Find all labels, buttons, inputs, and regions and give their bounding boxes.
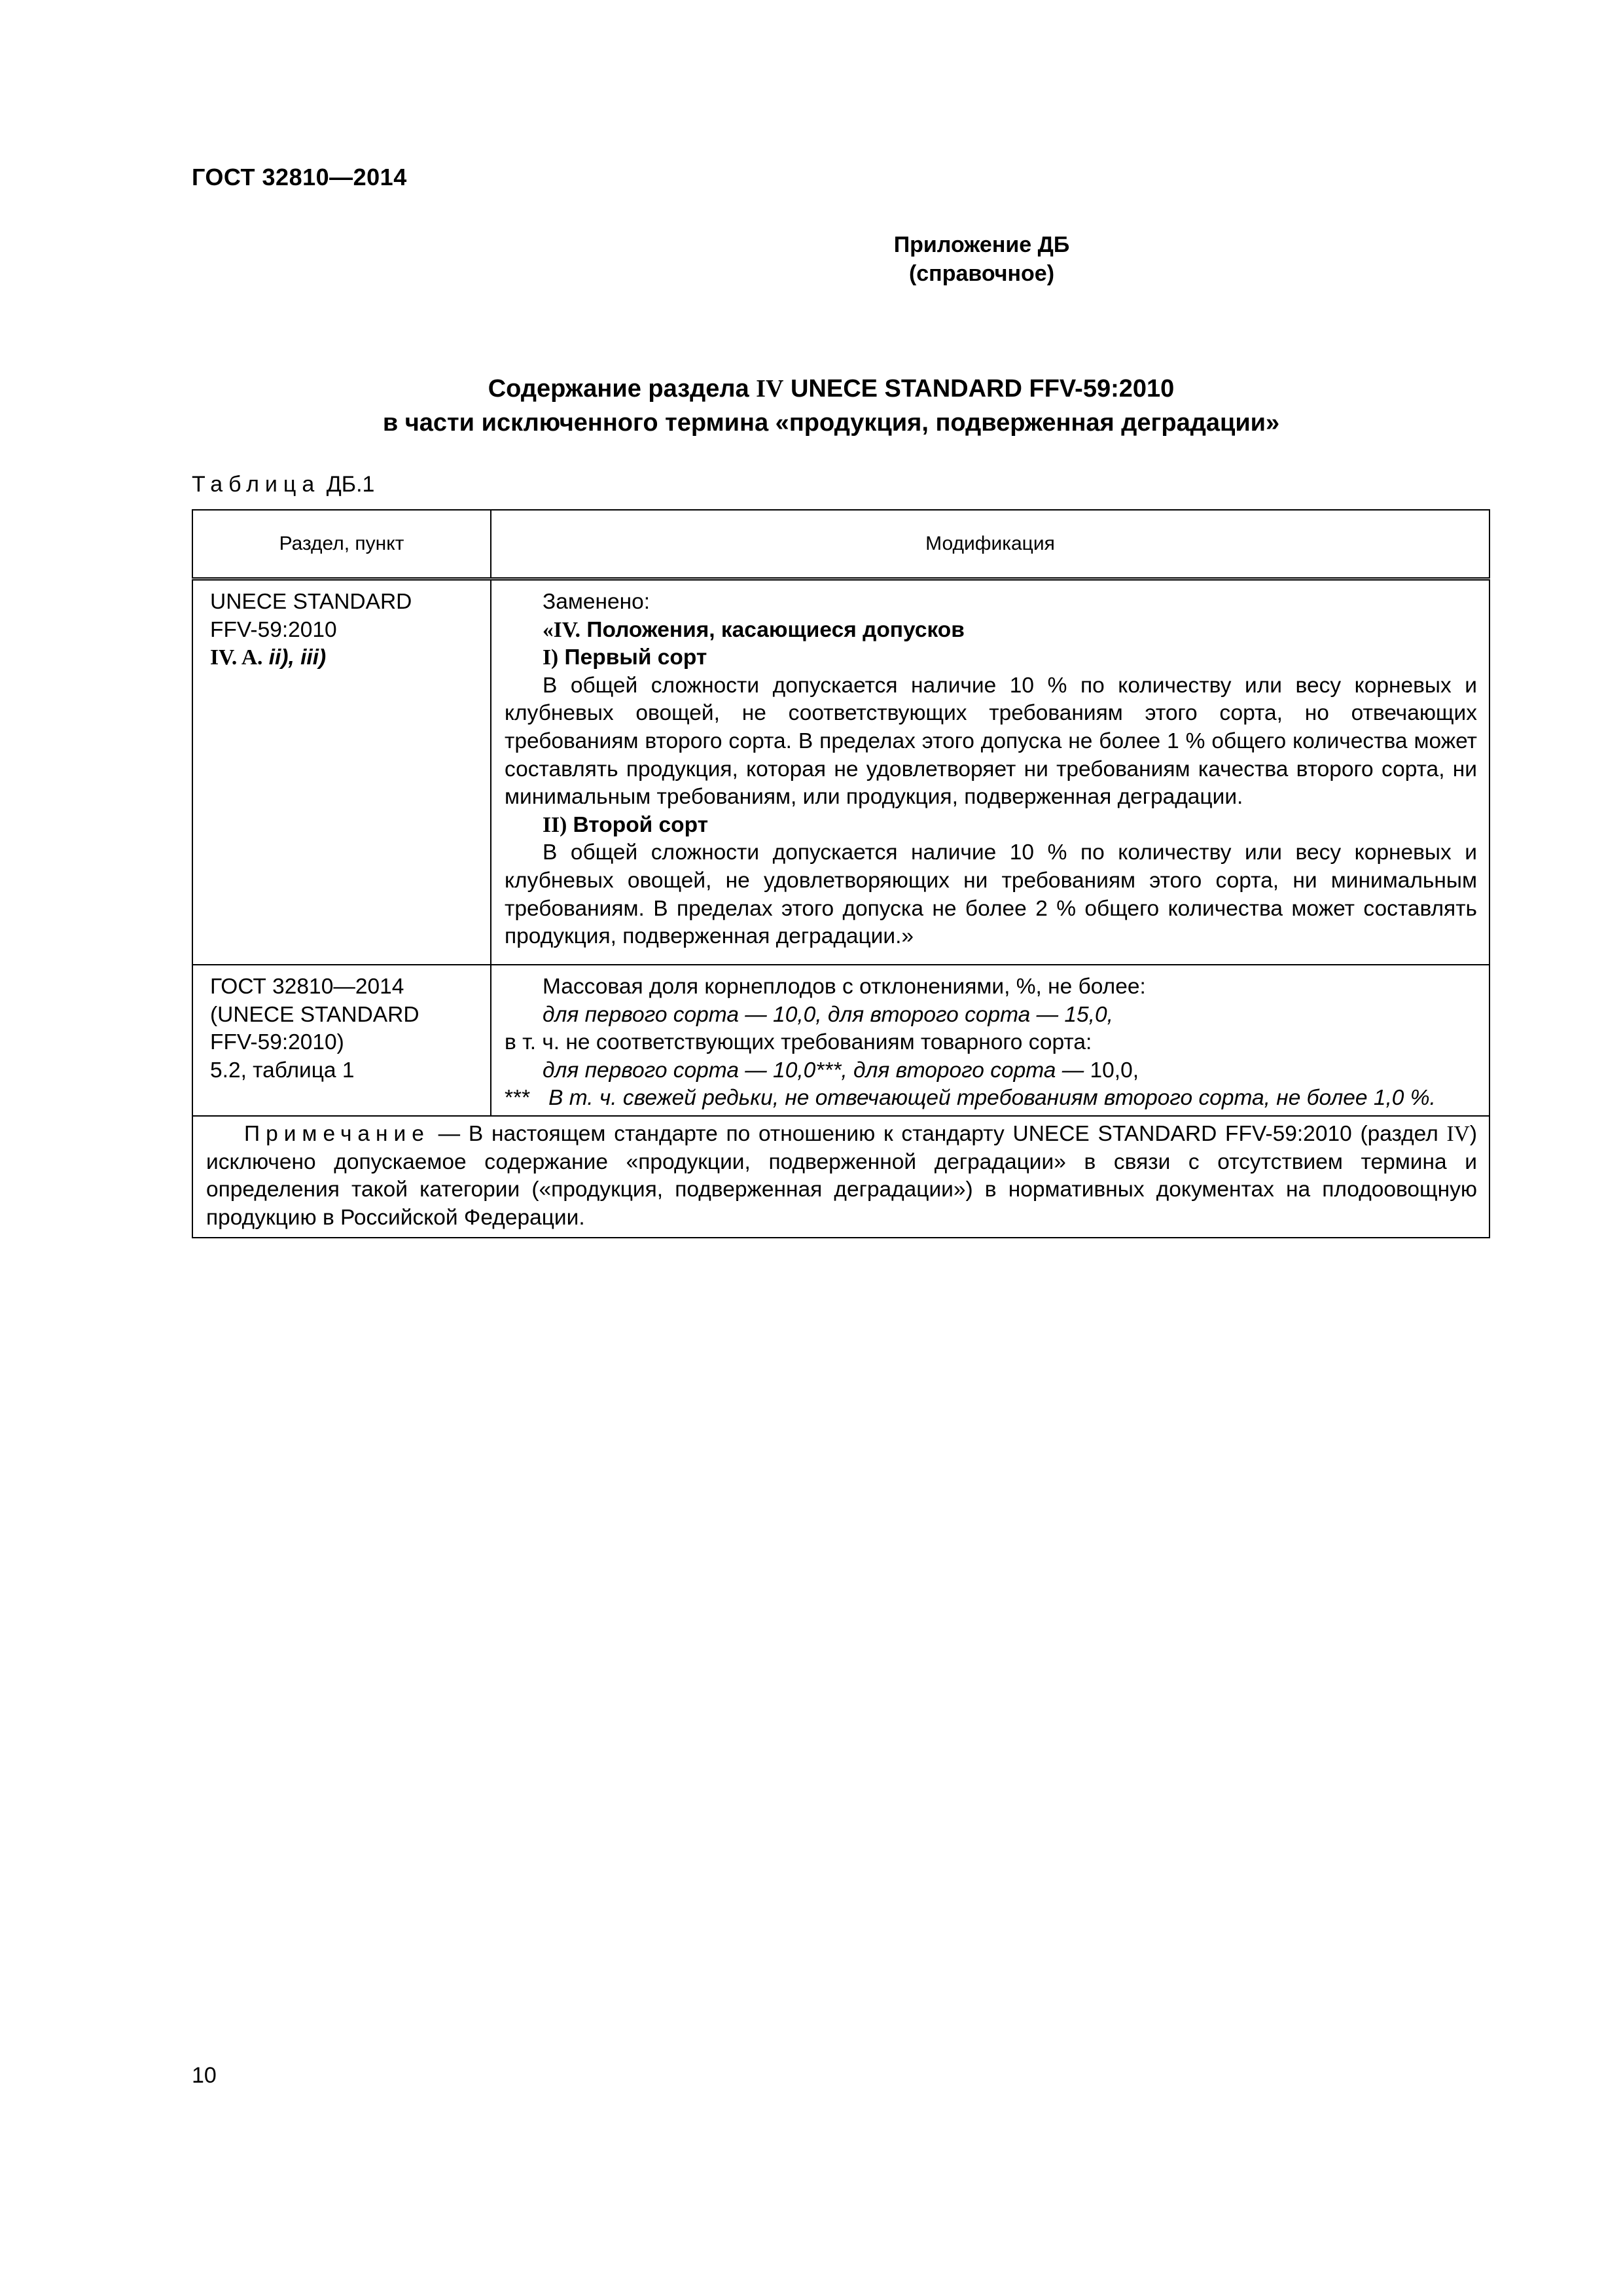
nonconforming-values-italic: для первого сорта — 10,0***, для второго сорта — xyxy=(543,1058,1084,1083)
replaced-label: Заменено: xyxy=(543,590,651,614)
title-roman-numeral: IV xyxy=(756,375,784,403)
title-line-1 xyxy=(39,372,1623,406)
table-caption-word: Таблица xyxy=(192,472,321,497)
page-number: 10 xyxy=(192,2063,217,2088)
header-section: Раздел, пункт xyxy=(192,510,491,579)
row2-section-line: (UNECE STANDARD xyxy=(210,1002,419,1027)
mass-fraction-line: Массовая доля корнеплодов с отклонениями, %, не более: xyxy=(543,975,1146,999)
nonconforming-line: в т. ч. не соответствующих требованиям товарного сорта: xyxy=(505,1030,1092,1055)
provisions-roman: IV. xyxy=(553,617,581,642)
row2-section-line: ГОСТ 32810—2014 xyxy=(210,975,404,999)
standard-code: ГОСТ 32810—2014 xyxy=(192,164,407,190)
table-header-row xyxy=(192,510,1489,579)
table-row xyxy=(192,579,1489,965)
row1-section-line: UNECE STANDARD xyxy=(210,590,412,614)
second-grade-paragraph: В общей сложности допускается наличие 10 % по количеству или весу корневых и клубневых овощей, не удовлетворяющих ни требованиям этого сорта, ни минимальным требованиям. В пределах этого допуска не более 2 % общего количества может составлять продукция, подверженная деградации.» xyxy=(505,840,1477,949)
modification-table xyxy=(192,509,1490,1238)
second-grade-roman: II) xyxy=(543,812,567,837)
row2-section-line: FFV-59:2010) xyxy=(210,1030,344,1055)
nonconforming-values-line xyxy=(505,1057,1477,1085)
note-label: Примечание xyxy=(244,1121,430,1146)
table-caption-number: ДБ.1 xyxy=(326,472,375,497)
first-grade-paragraph: В общей сложности допускается наличие 10 % по количеству или весу корневых и клубневых овощей, не соответствующих требованиям этого сорта, но отвечающих требованиям второго сорта. В пределах этого допуска не более 1 % общего количества может составлять продукция, которая не удовлетворяет ни требованиям качества второго сорта, ни минимальным требованиям, или продукция, подверженная деградации. xyxy=(505,673,1477,810)
row1-section-roman: IV. A. xyxy=(210,645,263,670)
row2-section-line: 5.2, таблица 1 xyxy=(210,1058,355,1083)
provisions-heading xyxy=(505,617,1477,645)
note-roman: IV xyxy=(1446,1121,1470,1146)
row1-section-items: ii), iii) xyxy=(268,645,327,670)
row2-modification-cell xyxy=(491,965,1489,1116)
table-note-row xyxy=(192,1116,1489,1238)
footnote-mark: *** xyxy=(505,1086,531,1111)
second-grade-text: Второй сорт xyxy=(573,812,709,837)
footnote-text: В т. ч. свежей редьки, не отвечающей требованиям второго сорта, не более 1,0 %. xyxy=(548,1086,1436,1111)
table-row xyxy=(192,965,1489,1116)
row1-modification-cell xyxy=(491,579,1489,965)
document-title xyxy=(0,372,1623,440)
grade-values-line: для первого сорта — 10,0, для второго сорта — 15,0, xyxy=(543,1002,1113,1027)
row1-section-ref xyxy=(210,644,484,672)
row1-section-line: FFV-59:2010 xyxy=(210,617,337,642)
title-line-2: в части исключенного термина «продукция, подверженная деградации» xyxy=(382,409,1280,437)
provisions-quote: « xyxy=(543,617,554,642)
title-text-a: Содержание раздела xyxy=(488,375,757,403)
first-grade-text: Первый сорт xyxy=(564,645,707,670)
second-grade-heading xyxy=(505,812,1477,840)
appendix-type: (справочное) xyxy=(908,261,1055,286)
first-grade-heading xyxy=(505,644,1477,672)
appendix-label: Приложение ДБ xyxy=(893,232,1070,257)
row1-section-cell xyxy=(192,579,491,965)
nonconforming-value: 10,0, xyxy=(1084,1058,1139,1083)
row2-section-cell xyxy=(192,965,491,1116)
table-note xyxy=(192,1116,1489,1238)
header-modification: Модификация xyxy=(491,510,1489,579)
note-text-a: — В настоящем стандарте по отношению к стандарту UNECE STANDARD FFV-59:2010 (раздел xyxy=(429,1121,1447,1146)
table-caption xyxy=(192,472,374,497)
first-grade-roman: I) xyxy=(543,645,559,670)
note-text-b: ) исключено допускаемое содержание «продукции, подверженной деградации» в связи с отсутствием термина и определения такой категории («продукция, подверженная деградации») в нормативных документах на плодоовощную продукцию в Российской Федерации. xyxy=(206,1121,1477,1230)
footnote xyxy=(505,1085,1477,1113)
appendix-heading xyxy=(0,230,1623,288)
provisions-text: Положения, касающиеся допусков xyxy=(586,617,965,642)
title-text-b: UNECE STANDARD FFV-59:2010 xyxy=(783,375,1175,403)
